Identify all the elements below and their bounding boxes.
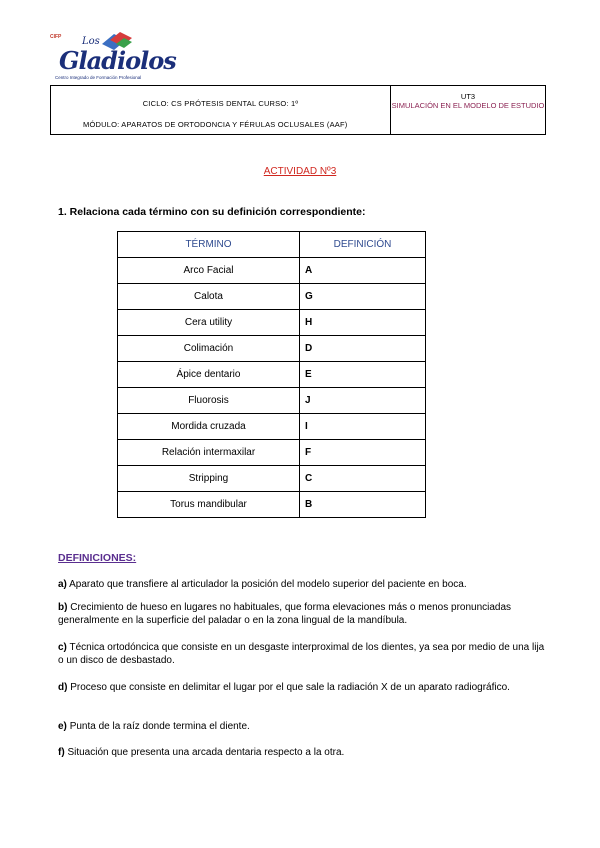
definition-key: c) <box>58 642 67 653</box>
header-left-cell <box>51 86 391 134</box>
letter-cell: F <box>300 440 426 466</box>
table-row <box>118 362 426 388</box>
definition-item <box>58 681 548 694</box>
header-definition: DEFINICIÓN <box>300 232 426 258</box>
document-header <box>50 85 546 135</box>
definition-text: Situación que presenta una arcada dentaria respecto a la otra. <box>67 747 345 758</box>
definition-item <box>58 601 548 627</box>
definition-key: b) <box>58 602 68 613</box>
definition-key: e) <box>58 721 67 732</box>
definition-item <box>58 641 548 667</box>
definition-text: Aparato que transfiere al articulador la posición del modelo superior del paciente en boca. <box>69 579 467 590</box>
term-cell: Colimación <box>118 336 300 362</box>
question-text: 1. Relaciona cada término con su definición correspondiente: <box>58 206 366 218</box>
term-cell: Calota <box>118 284 300 310</box>
logo-small-text: Los <box>82 36 100 47</box>
table-row <box>118 336 426 362</box>
table-row <box>118 492 426 518</box>
header-right-cell <box>391 86 545 134</box>
table-row <box>118 388 426 414</box>
definition-text: Punta de la raíz donde termina el diente. <box>69 721 250 732</box>
terms-table <box>117 231 426 518</box>
table-row <box>118 284 426 310</box>
definition-text: Proceso que consiste en delimitar el lugar por el que sale la radiación X de un aparato radiográfico. <box>70 682 510 693</box>
definition-text: Técnica ortodóncica que consiste en un desgaste interproximal de los dientes, ya sea por medio de una lija o un disco de desbastado. <box>58 642 545 666</box>
table-row <box>118 310 426 336</box>
letter-cell: J <box>300 388 426 414</box>
table-row <box>118 440 426 466</box>
header-modulo: MÓDULO: APARATOS DE ORTODONCIA Y FÉRULAS OCLUSALES (AAF) <box>83 120 348 129</box>
table-header-row <box>118 232 426 258</box>
term-cell: Ápice dentario <box>118 362 300 388</box>
school-logo <box>50 30 176 82</box>
table-row <box>118 258 426 284</box>
table-row <box>118 414 426 440</box>
term-cell: Torus mandibular <box>118 492 300 518</box>
header-term: TÉRMINO <box>118 232 300 258</box>
activity-title: ACTIVIDAD Nº3 <box>263 166 337 177</box>
letter-cell: H <box>300 310 426 336</box>
definitions-title: DEFINICIONES: <box>58 552 137 564</box>
definition-item <box>58 578 548 591</box>
term-cell: Fluorosis <box>118 388 300 414</box>
definition-item <box>58 746 548 759</box>
letter-cell: E <box>300 362 426 388</box>
logo-subtitle: Centro Integrado de Formación Profesional <box>55 75 142 80</box>
header-ciclo: CICLO: CS PRÓTESIS DENTAL CURSO: 1º <box>142 99 299 108</box>
term-cell: Relación intermaxilar <box>118 440 300 466</box>
definition-key: d) <box>58 682 68 693</box>
letter-cell: G <box>300 284 426 310</box>
definition-item <box>58 720 548 733</box>
header-unit-title: SIMULACIÓN EN EL MODELO DE ESTUDIO <box>391 101 545 110</box>
term-cell: Stripping <box>118 466 300 492</box>
letter-cell: C <box>300 466 426 492</box>
definition-key: a) <box>58 579 67 590</box>
definition-text: Crecimiento de hueso en lugares no habituales, que forma elevaciones más o menos pronunciadas generalmente en la superficie del paladar o en la zona lingual de la mandíbula. <box>58 602 512 626</box>
term-cell: Mordida cruzada <box>118 414 300 440</box>
term-cell: Arco Facial <box>118 258 300 284</box>
term-cell: Cera utility <box>118 310 300 336</box>
letter-cell: B <box>300 492 426 518</box>
logo-side-text: CIFP <box>50 34 62 40</box>
letter-cell: A <box>300 258 426 284</box>
definition-key: f) <box>58 747 65 758</box>
table-row <box>118 466 426 492</box>
logo-main-text: Gladiolos <box>59 46 176 75</box>
letter-cell: D <box>300 336 426 362</box>
header-unit: UT3 <box>460 92 476 101</box>
letter-cell: I <box>300 414 426 440</box>
